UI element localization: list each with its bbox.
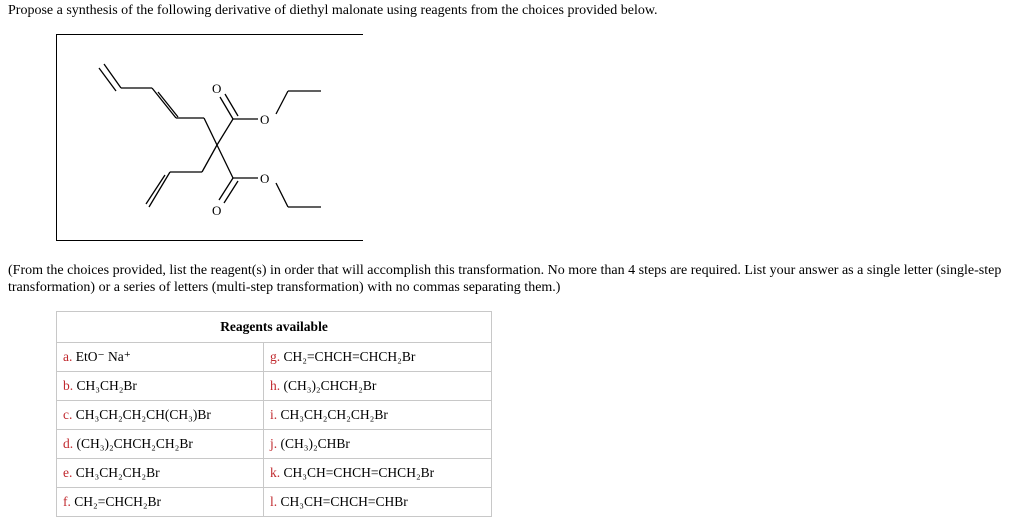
reagent-formula: CH₃CH₂CH₂Br [75, 465, 160, 480]
reagent-d [57, 430, 264, 459]
reagent-formula: CH₃CH₂CH₂CH₂Br [280, 407, 388, 422]
reagent-letter: f. [63, 494, 71, 509]
reagent-l [263, 488, 491, 517]
reagent-b [57, 372, 264, 401]
question-prompt: Propose a synthesis of the following derivative of diethyl malonate using reagents from the choices provided below. [8, 3, 658, 18]
table-row [57, 430, 492, 459]
structure-diagram [57, 35, 363, 240]
reagent-formula: EtO⁻ Na⁺ [75, 349, 131, 364]
molecule-figure [56, 34, 363, 241]
reagent-formula: CH₂=CHCH=CHCH₂Br [283, 349, 416, 364]
reagent-letter: i. [269, 407, 278, 422]
reagent-c [57, 401, 264, 430]
reagent-k [263, 459, 491, 488]
ester-oxygen-top: O [260, 112, 270, 127]
table-row [57, 343, 492, 372]
answer-instructions: (From the choices provided, list the reagent(s) in order that will accomplish this transformation. No more than 4 steps are required. List your answer as a single letter (single-step transformation) or a series of letters (multi-step transformation) with no commas separating them.) [8, 263, 1002, 295]
reagent-letter: k. [269, 465, 281, 480]
reagent-g [263, 343, 491, 372]
bond-lines [99, 64, 321, 207]
table-row [57, 372, 492, 401]
reagent-j [263, 430, 491, 459]
carbonyl-oxygen-bottom: O [212, 203, 222, 218]
table-row [57, 488, 492, 517]
table-row [57, 401, 492, 430]
carbonyl-oxygen-top: O [212, 81, 222, 96]
reagent-letter: h. [269, 378, 281, 393]
reagent-f [57, 488, 264, 517]
reagent-h [263, 372, 491, 401]
reagent-letter: l. [269, 494, 278, 509]
reagent-formula: (CH₃)₂CHBr [280, 436, 350, 451]
reagent-letter: a. [63, 349, 73, 364]
reagent-formula: (CH₃)₂CHCH₂Br [283, 378, 377, 393]
reagent-formula: (CH₃)₂CHCH₂CH₂Br [76, 436, 193, 451]
reagent-formula: CH₃CH=CHCH=CHCH₂Br [283, 465, 435, 480]
reagent-formula: CH₃CH=CHCH=CHBr [280, 494, 408, 509]
reagent-e [57, 459, 264, 488]
reagents-table [56, 311, 492, 517]
table-row [57, 459, 492, 488]
ester-oxygen-bottom: O [260, 171, 270, 186]
reagent-formula: CH₃CH₂CH₂CH(CH₃)Br [75, 407, 211, 422]
reagent-letter: b. [63, 378, 74, 393]
reagent-i [263, 401, 491, 430]
reagents-table-header: Reagents available [57, 312, 492, 343]
reagent-letter: c. [63, 407, 73, 422]
reagent-letter: d. [63, 436, 74, 451]
reagent-formula: CH₃CH₂Br [76, 378, 137, 393]
reagent-a [57, 343, 264, 372]
reagent-formula: CH₂=CHCH₂Br [74, 494, 162, 509]
reagent-letter: g. [269, 349, 281, 364]
reagent-letter: e. [63, 465, 73, 480]
reagent-letter: j. [269, 436, 278, 451]
